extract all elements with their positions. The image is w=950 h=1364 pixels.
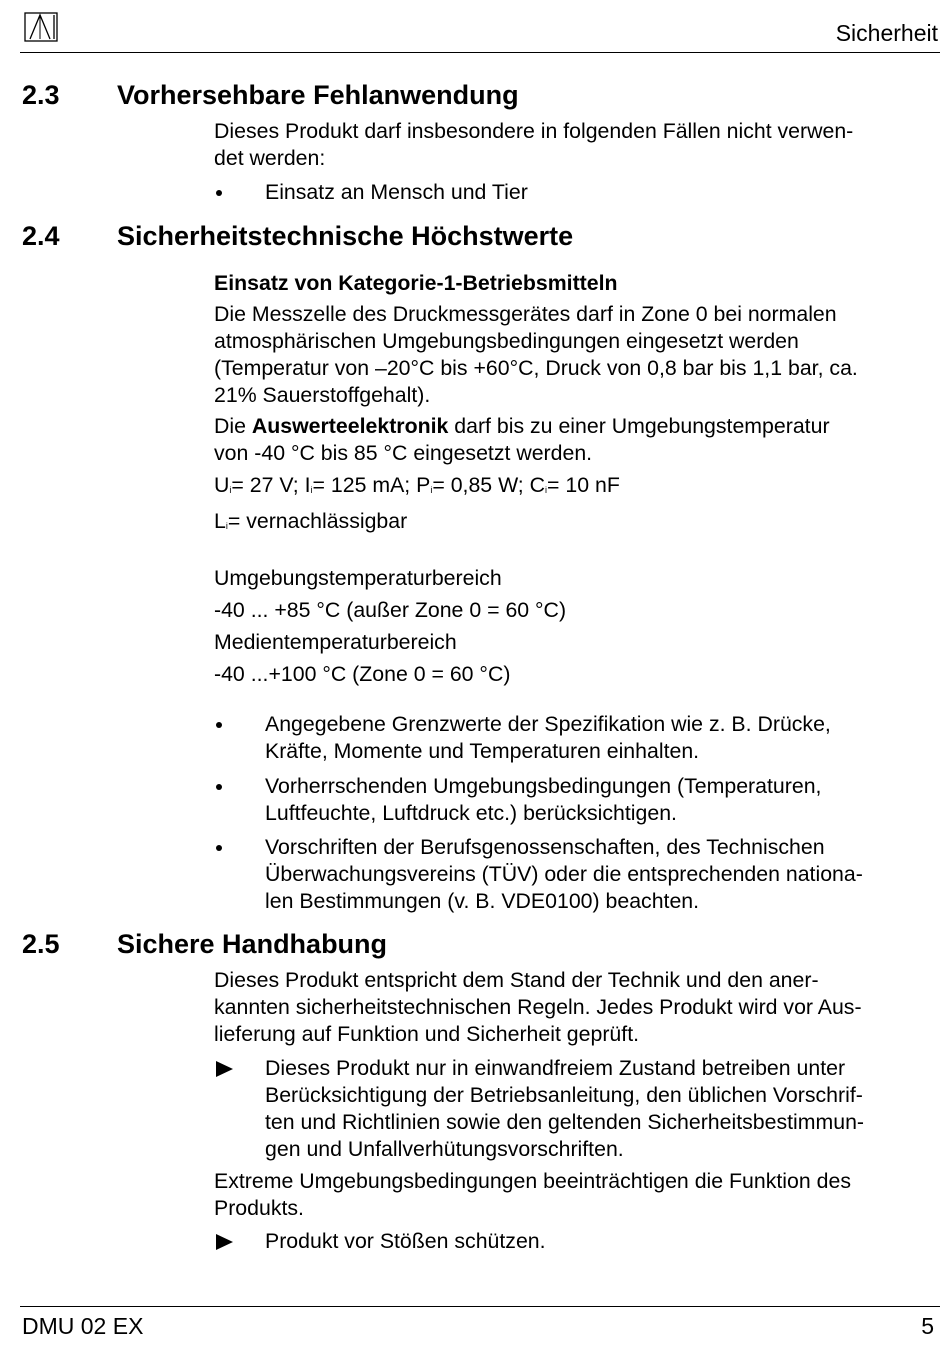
section-number: 2.4 [22, 221, 60, 251]
symbol: I [304, 473, 311, 497]
text-line: ten und Richtlinien sowie den geltenden Sicherheitsbestimmun- [265, 1110, 865, 1134]
bullet-text [265, 711, 939, 765]
bullet-item [214, 711, 939, 765]
section-number: 2.3 [22, 80, 60, 110]
section-heading-2-3 [22, 80, 519, 111]
bullet-item [214, 773, 939, 827]
value: = 27 V; [231, 473, 305, 497]
symbol: C [529, 473, 546, 497]
action-item [214, 1055, 939, 1163]
inductance-value [214, 508, 939, 539]
medium-temp-label: Medientemperaturbereich [214, 630, 457, 654]
action-text: Produkt vor Stößen schützen. [265, 1229, 546, 1253]
text-line: atmosphärischen Umgebungsbedingungen eingesetzt werden [214, 329, 799, 353]
text-line: Luftfeuchte, Luftdruck etc.) berücksichtigen. [265, 801, 677, 825]
arrow-right-icon [216, 1234, 233, 1250]
footer-divider [20, 1306, 940, 1307]
text-line: Produkts. [214, 1196, 304, 1220]
text-line: Berücksichtigung der Betriebsanleitung, den üblichen Vorschrif- [265, 1083, 863, 1107]
text-line: Dieses Produkt entspricht dem Stand der Technik und den aner- [214, 968, 819, 992]
bullet-text [265, 834, 939, 915]
value: = 125 mA; [312, 473, 417, 497]
emphasis-text: Auswerteelektronik [251, 414, 449, 438]
text-line: Kräfte, Momente und Temperaturen einhalten. [265, 739, 700, 763]
subscript: i [545, 485, 548, 495]
value: = 10 nF [547, 473, 620, 497]
symbol: L [214, 509, 226, 533]
subscript: i [225, 521, 228, 531]
text-line: len Bestimmungen (v. B. VDE0100) beachten. [265, 889, 700, 913]
text-line: Dieses Produkt nur in einwandfreiem Zustand betreiben unter [265, 1056, 846, 1080]
subscript: i [310, 485, 313, 495]
bullet-text [265, 773, 939, 827]
text-line: Dieses Produkt darf insbesondere in folgenden Fällen nicht verwen- [214, 119, 854, 143]
subscript: i [430, 485, 433, 495]
electrical-values [214, 472, 939, 503]
text-line: det werden: [214, 146, 326, 170]
company-logo [24, 12, 58, 42]
text-line: lieferung auf Funktion und Sicherheit geprüft. [214, 1022, 640, 1046]
text-span: Die [214, 414, 252, 438]
section-2-5-intro [214, 967, 939, 1048]
text-line: von -40 °C bis 85 °C eingesetzt werden. [214, 441, 593, 465]
text-line: Überwachungsvereins (TÜV) oder die entsprechenden nationa- [265, 862, 863, 886]
medium-temp-value: -40 ...+100 °C (Zone 0 = 60 °C) [214, 662, 511, 686]
bullet-icon [216, 784, 222, 790]
text-line: 21% Sauerstoffgehalt). [214, 383, 431, 407]
action-text [265, 1055, 939, 1163]
bullet-icon [216, 845, 222, 851]
bullet-item [214, 834, 939, 915]
header-title: Sicherheit [835, 20, 938, 46]
section-title: Sicherheitstechnische Höchstwerte [117, 221, 574, 251]
text-line: (Temperatur von –20°C bis +60°C, Druck von 0,8 bar bis 1,1 bar, ca. [214, 356, 858, 380]
text-line: Die Messzelle des Druckmessgerätes darf in Zone 0 bei normalen [214, 302, 837, 326]
page-number: 5 [921, 1313, 934, 1339]
bullet-item [214, 179, 939, 206]
section-number: 2.5 [22, 929, 60, 959]
section-heading-2-5 [22, 929, 387, 960]
text-line: gen und Unfallverhütungsvorschriften. [265, 1137, 624, 1161]
subscript: i [229, 485, 232, 495]
text-line: Extreme Umgebungsbedingungen beeinträchtigen die Funktion des [214, 1169, 851, 1193]
section-title: Sichere Handhabung [117, 929, 388, 959]
section-2-5-extreme [214, 1168, 939, 1222]
bullet-text: Einsatz an Mensch und Tier [265, 180, 528, 204]
action-item [214, 1228, 939, 1255]
symbol: U [214, 473, 230, 497]
text-line: Vorherrschenden Umgebungsbedingungen (Temperaturen, [265, 774, 822, 798]
bullet-icon [216, 722, 222, 728]
bullet-icon [216, 190, 222, 196]
arrow-right-icon [216, 1061, 233, 1077]
value: = vernachlässigbar [227, 509, 408, 533]
section-title: Vorhersehbare Fehlanwendung [117, 80, 519, 110]
value: = 0,85 W; [432, 473, 530, 497]
ambient-temp-label: Umgebungstemperaturbereich [214, 566, 502, 590]
section-2-4-body [214, 270, 939, 688]
ambient-temp-value: -40 ... +85 °C (außer Zone 0 = 60 °C) [214, 598, 567, 622]
text-line: kannten sicherheitstechnischen Regeln. Jedes Produkt wird vor Aus- [214, 995, 862, 1019]
text-line [214, 413, 939, 440]
footer-product: DMU 02 EX [22, 1313, 144, 1339]
subheading: Einsatz von Kategorie-1-Betriebsmitteln [214, 271, 618, 295]
section-heading-2-4 [22, 221, 573, 252]
header-divider [20, 52, 940, 53]
text-line: Angegebene Grenzwerte der Spezifikation wie z. B. Drücke, [265, 712, 831, 736]
symbol: P [416, 473, 431, 497]
text-line: Vorschriften der Berufsgenossenschaften, des Technischen [265, 835, 825, 859]
section-2-3-intro [214, 118, 939, 172]
text-span: darf bis zu einer Umgebungstemperatur [448, 414, 830, 438]
